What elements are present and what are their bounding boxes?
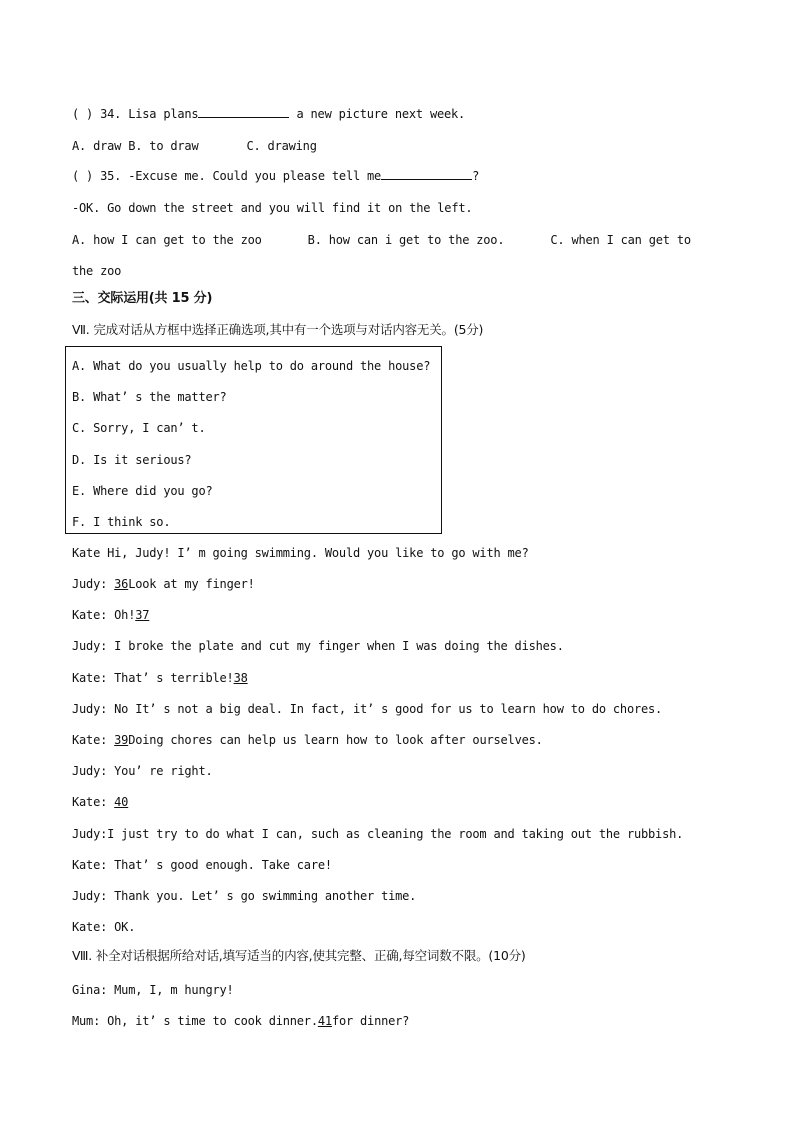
q34-prefix: ( ) 34. Lisa plans xyxy=(72,107,199,121)
options-box xyxy=(65,346,442,534)
question-34 xyxy=(72,105,465,122)
blank-39[interactable]: 39 xyxy=(114,733,129,747)
q35-suffix: ? xyxy=(472,169,480,183)
q34-option-c: C. drawing xyxy=(246,139,317,153)
dialogue-text: for dinner? xyxy=(331,1014,410,1028)
q34-suffix: a new picture next week. xyxy=(289,107,466,121)
q35-options xyxy=(72,232,691,248)
dialogue-line: Judy: Thank you. Let’ s go swimming another time. xyxy=(72,889,417,903)
q34-blank[interactable] xyxy=(198,105,289,118)
section-heading: 三、交际运用(共 15 分) xyxy=(72,291,213,306)
blank-36[interactable]: 36 xyxy=(114,577,129,591)
q35-option-c: C. when I can get to xyxy=(550,233,691,247)
box-option-b: B. What’ s the matter? xyxy=(72,390,227,404)
box-option-c: C. Sorry, I can’ t. xyxy=(72,421,206,435)
q35-option-c-cont: the zoo xyxy=(72,264,122,278)
speaker-text: Kate: xyxy=(72,733,115,747)
dialogue-line: Judy: I broke the plate and cut my finger when I was doing the dishes. xyxy=(72,639,564,653)
dialogue-line xyxy=(72,576,255,592)
q35-blank[interactable] xyxy=(381,167,472,180)
dialogue-line xyxy=(72,732,543,748)
dialogue-line: Judy:I just try to do what I can, such as cleaning the room and taking out the rubbish. xyxy=(72,827,684,841)
box-option-d: D. Is it serious? xyxy=(72,453,192,467)
blank-41[interactable]: 41 xyxy=(317,1014,332,1028)
q35-reply: -OK. Go down the street and you will find it on the left. xyxy=(72,201,473,215)
part8-instruction: Ⅷ. 补全对话根据所给对话,填写适当的内容,使其完整、正确,每空词数不限。(10分) xyxy=(72,948,526,963)
dialogue-text: Doing chores can help us learn how to look after ourselves. xyxy=(128,733,543,747)
dialogue-line xyxy=(72,1013,409,1029)
speaker-text: Mum: Oh, it’ s time to cook dinner. xyxy=(72,1014,318,1028)
blank-37[interactable]: 37 xyxy=(135,608,150,622)
dialogue-line xyxy=(72,607,149,623)
box-option-a: A. What do you usually help to do around the house? xyxy=(72,359,431,373)
q34-options xyxy=(72,138,317,154)
dialogue-line: Judy: No It’ s not a big deal. In fact, it’ s good for us to learn how to do chores. xyxy=(72,702,663,716)
dialogue-line xyxy=(72,670,248,686)
q35-option-b: B. how can i get to the zoo. xyxy=(307,233,505,247)
dialogue-line: Kate: OK. xyxy=(72,920,136,934)
part7-instruction: Ⅶ. 完成对话从方框中选择正确选项,其中有一个选项与对话内容无关。(5分) xyxy=(72,322,484,337)
dialogue-line: Gina: Mum, I, m hungry! xyxy=(72,983,234,997)
dialogue-line: Judy: You’ re right. xyxy=(72,764,213,778)
dialogue-line xyxy=(72,794,128,810)
dialogue-line: Kate Hi, Judy! I’ m going swimming. Would you like to go with me? xyxy=(72,546,529,560)
q35-prefix: ( ) 35. -Excuse me. Could you please tell me xyxy=(72,169,382,183)
q34-option-b: B. to draw xyxy=(128,139,199,153)
q35-option-a: A. how I can get to the zoo xyxy=(72,233,262,247)
speaker-text: Kate: Oh! xyxy=(72,608,136,622)
dialogue-line: Kate: That’ s good enough. Take care! xyxy=(72,858,332,872)
speaker-text: Kate: That’ s terrible! xyxy=(72,671,234,685)
blank-40[interactable]: 40 xyxy=(114,795,129,809)
speaker-text: Judy: xyxy=(72,577,115,591)
box-option-e: E. Where did you go? xyxy=(72,484,213,498)
speaker-text: Kate: xyxy=(72,795,115,809)
box-option-f: F. I think so. xyxy=(72,515,171,529)
question-35 xyxy=(72,167,479,184)
blank-38[interactable]: 38 xyxy=(233,671,248,685)
dialogue-text: Look at my finger! xyxy=(128,577,255,591)
q34-option-a: A. draw xyxy=(72,139,122,153)
